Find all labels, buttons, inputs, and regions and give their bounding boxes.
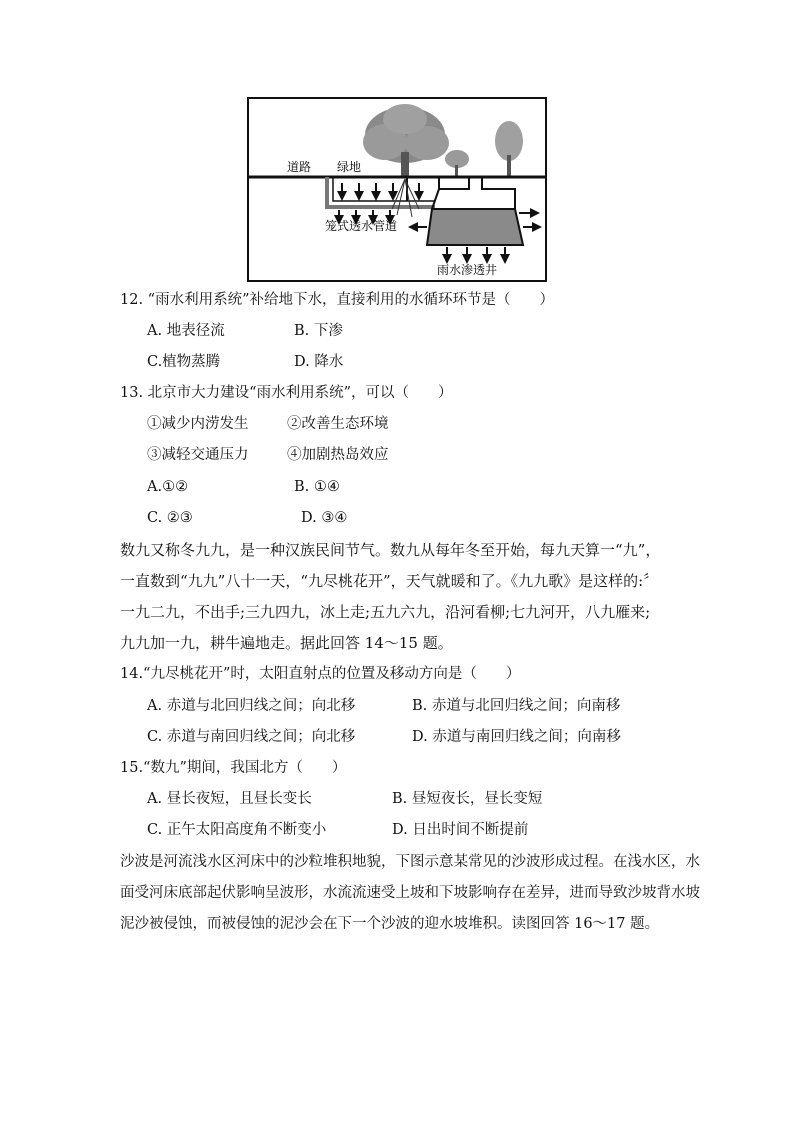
passage1-line4: 九九加一九，耕牛遍地走。据此回答 14～15 题。: [120, 634, 453, 652]
q12-option-c: C.植物蒸腾: [147, 354, 221, 370]
q13-statement-3: ③减轻交通压力: [147, 447, 249, 463]
q15-option-b: B. 昼短夜长，昼长变短: [392, 791, 543, 807]
q13-option-a: A.①②: [147, 479, 189, 495]
passage2-line3: 泥沙被侵蚀，而被侵蚀的泥沙会在下一个沙波的迎水坡堆积。读图回答 16～17 题。: [120, 916, 660, 932]
road-label: 道路: [287, 160, 312, 174]
q13-statement-4: ④加剧热岛效应: [287, 447, 389, 463]
q13-statement-2: ②改善生态环境: [287, 416, 389, 432]
q15-stem: 15.“数九”期间，我国北方（ ）: [120, 760, 347, 776]
q14-option-a: A. 赤道与北回归线之间；向北移: [147, 698, 356, 714]
q15-option-c: C. 正午太阳高度角不断变小: [147, 822, 327, 838]
q14-option-d: D. 赤道与南回归线之间；向南移: [412, 729, 621, 745]
passage2-line2: 面受河床底部起伏影响呈波形，水流流速受上坡和下坡影响存在差异，进而导致沙坡背水坡: [120, 885, 700, 901]
rainwater-system-diagram: [247, 97, 547, 282]
q15-option-d: D. 日出时间不断提前: [392, 822, 529, 838]
q13-option-b: B. ①④: [294, 479, 340, 495]
q13-stem: 13. 北京市大力建设“雨水利用系统”，可以（ ）: [120, 385, 453, 401]
q12-option-a: A. 地表径流: [147, 323, 225, 339]
pipe-label: 笼式透水管道: [325, 219, 398, 233]
passage2-line1: 沙波是河流浅水区河床中的沙粒堆积地貌，下图示意某常见的沙波形成过程。在浅水区，水: [120, 854, 700, 870]
q13-option-c: C. ②③: [147, 510, 193, 526]
q14-option-c: C. 赤道与南回归线之间；向北移: [147, 729, 356, 745]
q13-statement-1: ①减少内涝发生: [147, 416, 249, 432]
passage1-line1: 数九又称冬九九，是一种汉族民间节气。数九从每年冬至开始，每九天算一“九”，: [120, 541, 661, 559]
well-label: 雨水渗透井: [437, 263, 498, 277]
diagram-svg: [247, 97, 547, 282]
q15-option-a: A. 昼长夜短，且昼长变长: [147, 791, 312, 807]
passage1-line2: 一直数到“九九”八十一天，“九尽桃花开”，天气就暖和了。《九九歌》是这样的:〞: [120, 572, 659, 590]
q13-option-d: D. ③④: [301, 510, 348, 526]
passage1-line3: 一九二九，不出手;三九四九，冰上走;五九六九，沿河看柳;七九河开，八九雁来;: [120, 603, 651, 621]
q12-option-b: B. 下渗: [294, 323, 343, 339]
q14-stem: 14.“九尽桃花开”时，太阳直射点的位置及移动方向是（ ）: [120, 666, 521, 682]
q12-option-d: D. 降水: [294, 354, 344, 370]
q12-stem: 12. “雨水利用系统”补给地下水，直接利用的水循环环节是（ ）: [120, 292, 554, 308]
q14-option-b: B. 赤道与北回归线之间；向南移: [412, 698, 621, 714]
greenland-label: 绿地: [337, 160, 362, 174]
